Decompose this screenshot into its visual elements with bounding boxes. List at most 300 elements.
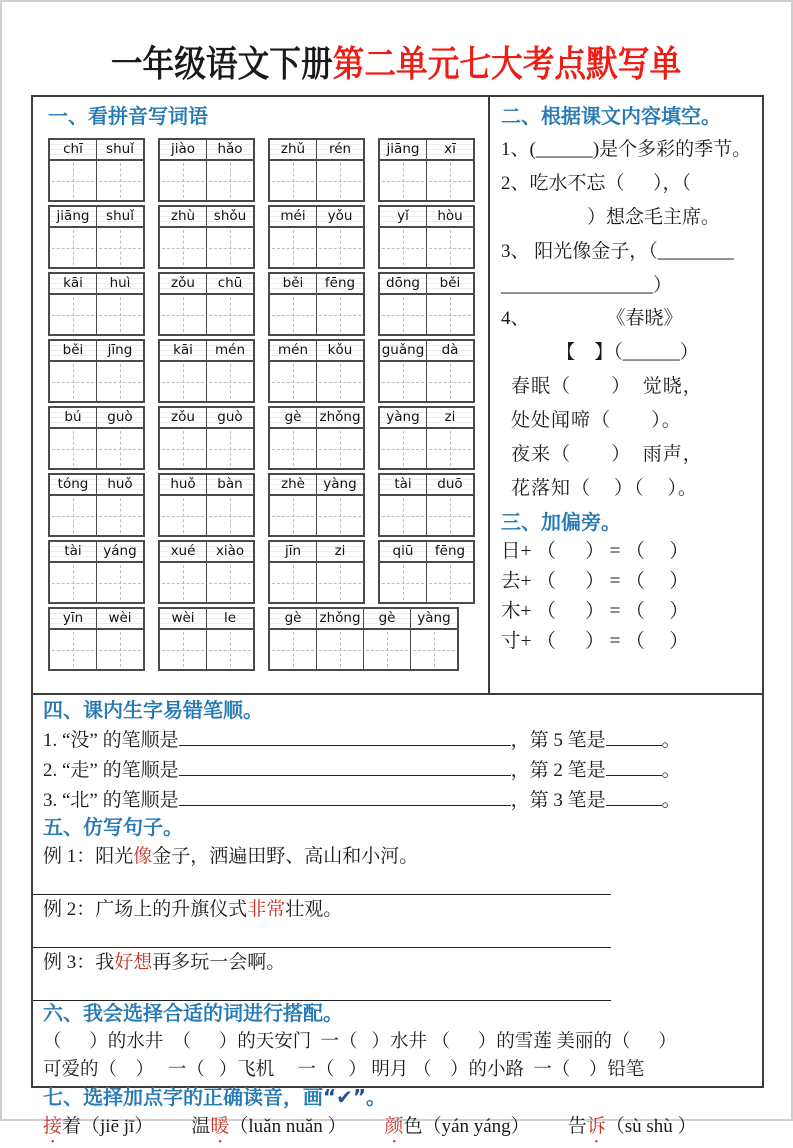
stroke-order-item <box>43 725 750 755</box>
pinyin-word-block <box>378 138 475 202</box>
pinyin-word-block <box>48 473 145 537</box>
cell-guide-horizontal <box>272 181 314 182</box>
writing-cell <box>317 295 363 334</box>
pinyin-syllable: hòu <box>437 208 463 224</box>
pinyin-syllable: tóng <box>50 475 97 494</box>
pinyin-syllable: zǒu <box>160 274 207 293</box>
sentence-answer-line <box>33 870 611 895</box>
writing-cell <box>270 161 317 200</box>
stroke-order-prefix: 2. “走” 的笔顺是 <box>43 759 179 781</box>
writing-cell <box>160 630 207 669</box>
writing-cell <box>427 362 473 401</box>
pinyin-word-block <box>268 339 365 403</box>
pinyin-header-row <box>380 408 473 429</box>
pinyin-header-row <box>270 475 363 496</box>
cell-guide-horizontal <box>319 449 361 450</box>
stroke-order-mid: ，第 5 笔是 <box>510 729 606 751</box>
cell-guide-horizontal <box>162 382 204 383</box>
writing-cells-row <box>50 362 143 401</box>
pinyin-syllable: zhǔ <box>270 140 317 159</box>
writing-cells-row <box>270 161 363 200</box>
pinyin-syllable: yǐ <box>380 207 427 226</box>
pinyin-syllable: yàng <box>380 408 427 427</box>
radical-add-line: 木+ （ ） = （ ） <box>501 601 689 623</box>
pinyin-syllable: rén <box>328 141 352 157</box>
writing-cells-row <box>270 228 363 267</box>
pinyin-syllable: kǒu <box>327 342 353 358</box>
pinyin-syllable: fēng <box>324 275 356 291</box>
pinyin-header-row <box>50 408 143 429</box>
writing-cells-row <box>50 496 143 535</box>
cell-guide-horizontal <box>99 181 141 182</box>
pinyin-grid-row <box>48 607 488 671</box>
radical-add-line: 去+ （ ） = （ ） <box>501 570 689 592</box>
pinyin-header-row <box>50 274 143 295</box>
section3-lines <box>501 537 754 658</box>
pinyin-grid <box>48 138 488 671</box>
pinyin-syllable: shǒu <box>213 208 247 224</box>
answer-blank-short <box>606 785 662 806</box>
pinyin-syllable: dōng <box>380 274 427 293</box>
cell-guide-horizontal <box>382 449 424 450</box>
bottom-sections <box>33 693 762 1137</box>
item-number: 4、 <box>501 308 530 330</box>
pinyin-syllable: tài <box>380 475 427 494</box>
pinyin-syllable: guò <box>217 409 243 425</box>
pinyin-header-row <box>160 542 253 563</box>
writing-cells-row <box>270 362 363 401</box>
cell-guide-horizontal <box>382 248 424 249</box>
cell-guide-horizontal <box>382 583 424 584</box>
cell-guide-horizontal <box>429 583 471 584</box>
cell-guide-horizontal <box>99 315 141 316</box>
fill-blank-line: 处处闻啼（ ）。 <box>511 410 682 431</box>
writing-cell <box>97 362 143 401</box>
dotted-character: 接 <box>43 1115 63 1137</box>
pinyin-syllable: qiū <box>380 542 427 561</box>
writing-cells-row <box>50 295 143 334</box>
answer-blank-long <box>179 785 511 806</box>
pinyin-grid-row <box>48 540 488 604</box>
cell-guide-horizontal <box>162 583 204 584</box>
pinyin-header-row <box>50 542 143 563</box>
cell-guide-horizontal <box>272 248 314 249</box>
cell-guide-horizontal <box>162 650 204 651</box>
cell-guide-horizontal <box>52 315 94 316</box>
cell-guide-horizontal <box>209 516 251 517</box>
pinyin-header-row <box>380 140 473 161</box>
writing-cell <box>207 228 253 267</box>
writing-cell <box>207 161 253 200</box>
writing-cells-row <box>380 295 473 334</box>
cell-guide-horizontal <box>319 315 361 316</box>
fill-blank-line <box>501 305 754 334</box>
pinyin-options: （yán yáng） <box>422 1115 530 1137</box>
stroke-order-end: 。 <box>661 759 681 781</box>
stroke-order-mid: ，第 3 笔是 <box>510 789 606 811</box>
sentence-example <box>43 950 750 976</box>
sentence-example <box>43 844 750 870</box>
pinyin-word-block <box>48 272 145 336</box>
pinyin-syllable: méi <box>270 207 317 226</box>
pinyin-syllable: zhǒng <box>317 609 364 628</box>
pinyin-syllable: xiào <box>215 543 245 559</box>
section2-lines <box>501 136 754 504</box>
pinyin-word-block <box>378 540 475 604</box>
pinyin-options: （luǎn nuǎn ） <box>229 1115 347 1137</box>
plain-character: 告 <box>567 1115 587 1137</box>
writing-cells-row <box>270 563 363 602</box>
pinyin-syllable: dà <box>441 342 459 358</box>
stroke-order-item <box>43 785 750 815</box>
pinyin-syllable: bàn <box>217 476 243 492</box>
radical-add-line: 寸+ （ ） = （ ） <box>501 631 689 653</box>
pinyin-word-block <box>268 473 365 537</box>
pinyin-syllable: chū <box>217 275 243 291</box>
radical-add-line: 日+ （ ） = （ ） <box>501 540 689 562</box>
section5-heading: 五、仿写句子。 <box>43 816 183 839</box>
writing-cell <box>207 563 253 602</box>
cell-guide-horizontal <box>319 181 361 182</box>
cell-guide-horizontal <box>382 181 424 182</box>
writing-cell <box>427 496 473 535</box>
writing-cell <box>427 228 473 267</box>
writing-cell <box>270 630 317 669</box>
answer-blank-short <box>606 755 662 776</box>
writing-cells-row <box>160 630 253 669</box>
pinyin-header-row <box>380 274 473 295</box>
checkmark-icon: “✔” <box>323 1084 367 1109</box>
writing-cell <box>207 496 253 535</box>
writing-cells-row <box>380 161 473 200</box>
writing-cell <box>97 496 143 535</box>
pinyin-grid-row <box>48 406 488 470</box>
pinyin-syllable: zhè <box>270 475 317 494</box>
pinyin-grid-row <box>48 473 488 537</box>
writing-cell <box>427 429 473 468</box>
pinyin-grid-row <box>48 138 488 202</box>
poem-title: 《春晓》 <box>606 308 683 330</box>
writing-cell <box>427 295 473 334</box>
pinyin-syllable: kāi <box>50 274 97 293</box>
writing-cell <box>160 563 207 602</box>
answer-blank-short <box>606 725 662 746</box>
cell-guide-horizontal <box>162 449 204 450</box>
pinyin-syllable: gè <box>364 609 411 628</box>
cell-guide-horizontal <box>162 315 204 316</box>
pinyin-syllable: wèi <box>160 609 207 628</box>
pinyin-header-row <box>270 207 363 228</box>
plain-character: 色 <box>403 1115 423 1137</box>
pinyin-word-block <box>48 607 145 671</box>
dotted-character: 颜 <box>384 1115 404 1137</box>
cell-guide-horizontal <box>209 382 251 383</box>
writing-cell <box>207 362 253 401</box>
cell-guide-horizontal <box>209 181 251 182</box>
writing-cells-row <box>160 228 253 267</box>
writing-cells-row <box>270 496 363 535</box>
pinyin-header-row <box>270 341 363 362</box>
writing-cells-row <box>270 630 457 669</box>
page-title <box>2 36 791 87</box>
pinyin-syllable: běi <box>439 275 461 291</box>
cell-guide-horizontal <box>209 583 251 584</box>
pinyin-word-block <box>268 607 459 671</box>
stroke-order-item <box>43 755 750 785</box>
writing-cell <box>50 496 97 535</box>
pinyin-header-row <box>160 475 253 496</box>
pinyin-header-row <box>380 475 473 496</box>
pinyin-header-row <box>270 140 363 161</box>
pinyin-syllable: jiào <box>160 140 207 159</box>
stroke-order-end: 。 <box>661 789 681 811</box>
writing-cell <box>50 630 97 669</box>
cell-guide-horizontal <box>272 516 314 517</box>
writing-cells-row <box>380 429 473 468</box>
pinyin-word-block <box>158 406 255 470</box>
cell-guide-horizontal <box>366 650 408 651</box>
pinyin-syllable: yīn <box>50 609 97 628</box>
writing-cell <box>317 228 363 267</box>
cell-guide-horizontal <box>272 315 314 316</box>
pinyin-grid-row <box>48 339 488 403</box>
fill-blank-line: ________________） <box>501 274 673 296</box>
pinyin-word-block <box>268 272 365 336</box>
highlighted-word: 非常 <box>247 898 286 920</box>
writing-cells-row <box>160 161 253 200</box>
writing-cell <box>380 496 427 535</box>
pinyin-word-block <box>378 205 475 269</box>
writing-cell <box>50 228 97 267</box>
writing-cell <box>380 161 427 200</box>
pinyin-word-block <box>48 205 145 269</box>
cell-guide-horizontal <box>99 382 141 383</box>
writing-cell <box>364 630 411 669</box>
cell-guide-horizontal <box>52 382 94 383</box>
cell-guide-horizontal <box>319 650 361 651</box>
pinyin-header-row <box>50 475 143 496</box>
writing-cell <box>317 161 363 200</box>
pinyin-word-block <box>48 540 145 604</box>
cell-guide-horizontal <box>209 449 251 450</box>
fill-blank-line: ）想念毛主席。 <box>587 206 721 228</box>
pinyin-syllable: zǒu <box>160 408 207 427</box>
pinyin-syllable: chī <box>50 140 97 159</box>
pinyin-syllable: fēng <box>434 543 466 559</box>
pronunciation-item <box>385 1116 530 1137</box>
pinyin-syllable: wèi <box>108 610 132 626</box>
example-text: 再多玩一会啊。 <box>152 951 286 973</box>
pinyin-syllable: hǎo <box>217 141 243 157</box>
writing-cell <box>380 295 427 334</box>
pinyin-word-block <box>378 272 475 336</box>
pinyin-syllable: zhù <box>160 207 207 226</box>
pinyin-syllable: běi <box>50 341 97 360</box>
writing-cell <box>427 161 473 200</box>
writing-cells-row <box>50 161 143 200</box>
writing-cell <box>207 295 253 334</box>
cell-guide-horizontal <box>319 248 361 249</box>
fill-blank-line: 花落知（ ）（ ）。 <box>511 477 699 499</box>
pinyin-header-row <box>160 609 253 630</box>
writing-cells-row <box>380 362 473 401</box>
pinyin-syllable: zi <box>334 543 346 559</box>
pinyin-header-row <box>160 140 253 161</box>
sentence-example <box>43 897 750 923</box>
writing-cell <box>97 295 143 334</box>
answer-blank-long <box>179 725 511 746</box>
section7-heading-end: 。 <box>366 1086 387 1109</box>
pinyin-word-block <box>268 540 365 604</box>
section4-items <box>43 725 750 815</box>
writing-cell <box>160 362 207 401</box>
cell-guide-horizontal <box>429 181 471 182</box>
word-match-line: 可爱的（ ） 一（ ）飞机 一（ ） 明月 （ ）的小路 一（ ）铅笔 <box>43 1059 645 1080</box>
sentence-answer-line <box>33 923 611 948</box>
section7-items <box>43 1112 750 1148</box>
pinyin-syllable: jiāng <box>380 140 427 159</box>
writing-cells-row <box>380 563 473 602</box>
cell-guide-horizontal <box>209 650 251 651</box>
pinyin-syllable: guò <box>107 409 133 425</box>
writing-cell <box>50 563 97 602</box>
writing-cell <box>270 496 317 535</box>
section3-heading: 三、加偏旁。 <box>501 511 621 534</box>
cell-guide-horizontal <box>272 382 314 383</box>
pinyin-grid-row <box>48 272 488 336</box>
cell-guide-horizontal <box>99 248 141 249</box>
pinyin-syllable: yàng <box>323 476 357 492</box>
pinyin-syllable: yǒu <box>327 208 353 224</box>
fill-blank-line: 春眠（ ） 觉晓， <box>511 376 703 398</box>
writing-cell <box>317 362 363 401</box>
section5-examples <box>43 844 750 1001</box>
pinyin-word-block <box>158 272 255 336</box>
section6-lines <box>43 1028 750 1084</box>
pinyin-options: （sù shù ） <box>605 1115 697 1137</box>
writing-cell <box>207 630 253 669</box>
cell-guide-horizontal <box>319 516 361 517</box>
writing-cell <box>50 161 97 200</box>
example-text: 例 3：我 <box>43 951 115 973</box>
cell-guide-horizontal <box>52 650 94 651</box>
pinyin-grid-row <box>48 205 488 269</box>
writing-cells-row <box>380 228 473 267</box>
stroke-order-prefix: 1. “没” 的笔顺是 <box>43 729 179 751</box>
section1-heading: 一、看拼音写词语 <box>48 106 208 128</box>
stroke-order-mid: ，第 2 笔是 <box>510 759 606 781</box>
writing-cells-row <box>50 228 143 267</box>
writing-cell <box>97 563 143 602</box>
cell-guide-horizontal <box>319 583 361 584</box>
pinyin-syllable: jiāng <box>50 207 97 226</box>
writing-cell <box>380 228 427 267</box>
pinyin-header-row <box>270 274 363 295</box>
stroke-order-prefix: 3. “北” 的笔顺是 <box>43 789 179 811</box>
pinyin-header-row <box>380 341 473 362</box>
sentence-answer-line <box>33 976 611 1001</box>
worksheet-frame <box>31 95 764 1137</box>
pinyin-syllable: huǒ <box>107 476 133 492</box>
pinyin-header-row <box>50 140 143 161</box>
pinyin-syllable: kāi <box>160 341 207 360</box>
pinyin-syllable: yáng <box>103 543 137 559</box>
pinyin-word-block <box>48 339 145 403</box>
pinyin-syllable: jīng <box>107 342 133 358</box>
pinyin-word-block <box>158 138 255 202</box>
writing-cell <box>270 228 317 267</box>
pinyin-word-block <box>378 406 475 470</box>
writing-cell <box>160 429 207 468</box>
cell-guide-horizontal <box>99 516 141 517</box>
pinyin-word-block <box>158 205 255 269</box>
writing-cell <box>427 563 473 602</box>
writing-cell <box>270 295 317 334</box>
cell-guide-horizontal <box>382 516 424 517</box>
cell-guide-horizontal <box>209 248 251 249</box>
writing-cells-row <box>160 295 253 334</box>
pinyin-syllable: tài <box>50 542 97 561</box>
cell-guide-horizontal <box>319 382 361 383</box>
writing-cells-row <box>160 496 253 535</box>
example-text: 例 1：阳光 <box>43 845 134 867</box>
pinyin-syllable: zi <box>444 409 456 425</box>
example-text: 金子，洒遍田野、高山和小河。 <box>152 845 419 867</box>
pinyin-syllable: shuǐ <box>106 208 134 224</box>
pinyin-header-row <box>50 341 143 362</box>
pinyin-syllable: běi <box>270 274 317 293</box>
writing-cell <box>270 362 317 401</box>
pinyin-header-row <box>380 207 473 228</box>
writing-cells-row <box>160 429 253 468</box>
pinyin-syllable: zhǒng <box>319 409 361 425</box>
example-text: 例 2：广场上的升旗仪式 <box>43 898 248 920</box>
cell-guide-horizontal <box>162 181 204 182</box>
section-fill-blanks <box>490 97 762 693</box>
pinyin-word-block <box>158 607 255 671</box>
highlighted-word: 像 <box>133 845 153 867</box>
section7-heading <box>43 1084 750 1112</box>
writing-cells-row <box>270 295 363 334</box>
pinyin-word-block <box>48 138 145 202</box>
cell-guide-horizontal <box>52 181 94 182</box>
fill-blank-line: 2、吃水不忘（ ），（ <box>501 172 692 194</box>
writing-cell <box>317 429 363 468</box>
pinyin-syllable: huǒ <box>160 475 207 494</box>
writing-cell <box>317 630 364 669</box>
writing-cells-row <box>160 563 253 602</box>
pinyin-syllable: gè <box>270 609 317 628</box>
cell-guide-horizontal <box>429 516 471 517</box>
writing-cell <box>97 228 143 267</box>
cell-guide-horizontal <box>99 449 141 450</box>
fill-blank-line: 【 】（______） <box>556 342 699 364</box>
pinyin-header-row <box>160 341 253 362</box>
cell-guide-horizontal <box>52 449 94 450</box>
pinyin-word-block <box>378 339 475 403</box>
plain-character: 着 <box>62 1115 82 1137</box>
cell-guide-horizontal <box>272 650 314 651</box>
writing-cell <box>50 429 97 468</box>
cell-guide-horizontal <box>209 315 251 316</box>
cell-guide-horizontal <box>413 650 455 651</box>
page-title-red: 第二单元七大考点默写单 <box>333 44 682 84</box>
writing-cell <box>97 630 143 669</box>
plain-character: 温 <box>191 1115 211 1137</box>
writing-cell <box>97 161 143 200</box>
pinyin-word-block <box>158 540 255 604</box>
section4-heading: 四、课内生字易错笔顺。 <box>43 700 263 722</box>
